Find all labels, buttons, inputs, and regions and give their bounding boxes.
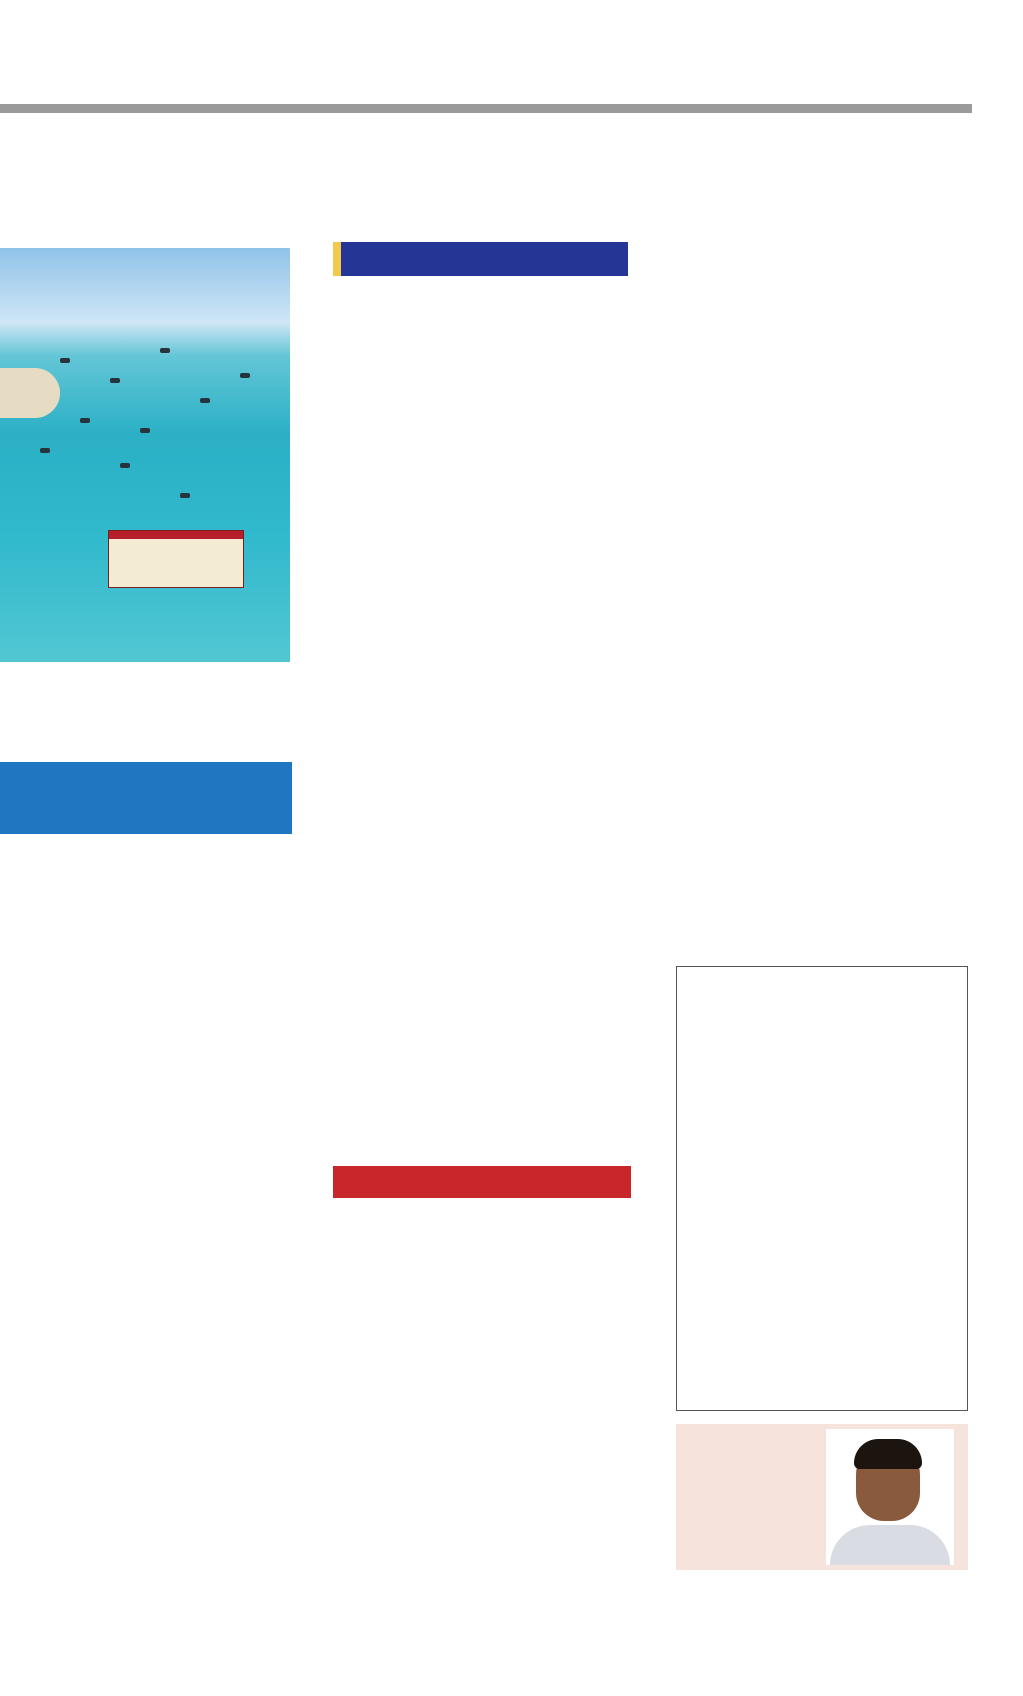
banner-plains xyxy=(0,762,292,834)
author-text xyxy=(676,1495,826,1499)
promo-red-panel xyxy=(109,531,243,539)
photo-shore xyxy=(0,368,60,418)
header-divider xyxy=(0,104,972,113)
promo-box xyxy=(108,530,244,588)
page-headline xyxy=(0,123,640,223)
photo-boat xyxy=(200,398,210,403)
photo-boat xyxy=(240,373,250,378)
harbor-photo xyxy=(0,248,290,662)
photo-boat xyxy=(160,348,170,353)
author-card xyxy=(676,1424,968,1570)
photo-boat xyxy=(140,428,150,433)
author-shirt xyxy=(830,1525,950,1565)
author-hair xyxy=(854,1439,922,1469)
photo-boat xyxy=(80,418,90,423)
banner-rivers xyxy=(333,242,628,276)
promo-subject xyxy=(109,539,243,587)
masthead-logo xyxy=(300,6,720,76)
photo-boat xyxy=(180,493,190,498)
author-photo xyxy=(826,1429,954,1565)
footer-source-line xyxy=(0,1682,1023,1696)
photo-boat xyxy=(120,463,130,468)
answers-box xyxy=(676,966,968,1411)
photo-boat xyxy=(40,448,50,453)
photo-boat xyxy=(110,378,120,383)
banner-plateaus xyxy=(333,1166,631,1198)
photo-boat xyxy=(60,358,70,363)
